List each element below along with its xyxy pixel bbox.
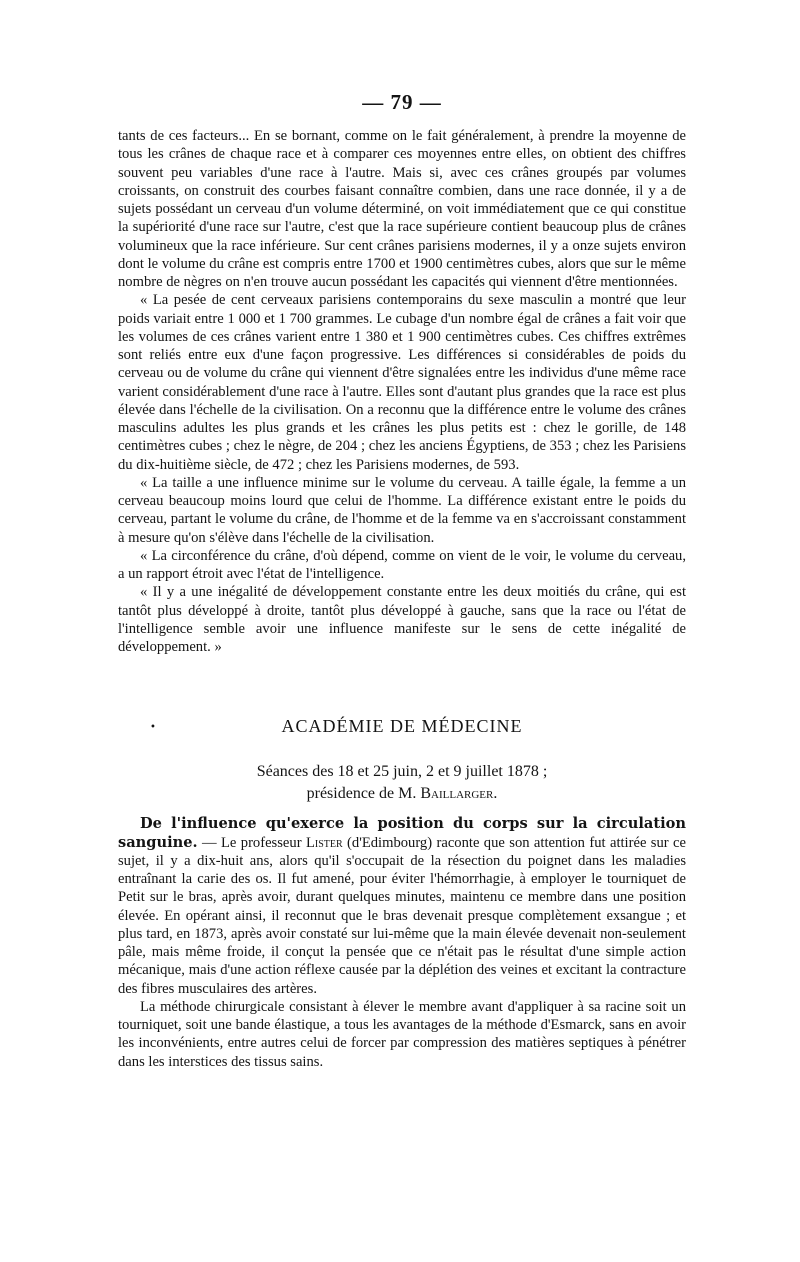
paragraph-1: tants de ces facteurs... En se bornant, comme on le fait généralement, à prendre la moyenne de tous les crânes de chaque race et à comparer ces moyennes entre elles, on obtient des chiffres souvent peu variables d'une race à l'autre. Mais si, avec ces crânes groupés par volumes croissants, on construit des courbes faisant connaître combien, dans une race donnée, il y a de sujets possédant un cerveau d'un volume déterminé, on voit immédiatement que ce qui constitue la supériorité d'une race sur l'autre, c'est que la race supérieure contient beaucoup plus de crânes volumineux que la race inférieure. Sur cent crânes parisiens modernes, il y a onze sujets environ dont le volume du crâne est compris entre 1700 et 1900 centimètres cubes, alors que sur le même nombre de nègres on n'en trouve aucun possédant les capacités qui viennent d'être mentionnées. <box>118 128 686 290</box>
paragraph-3: « La taille a une influence minime sur le volume du cerveau. A taille égale, la femme a un cerveau beaucoup moins lourd que celui de l'homme. La différence existant entre le poids du cerveau, partant le volume du crâne, de l'homme et de la femme va en s'accroissant constamment à mesure qu'on s'élève dans l'échelle de la civilisation. <box>118 474 686 546</box>
paragraph-5: « Il y a une inégalité de développement constante entre les deux moitiés du crâne, qui est tantôt plus développé à droite, tantôt plus développé à gauche, sans que la race ou l'état de l'intelligence semble avoir une influence manifeste sur le sens de cette inégalité de développement. » <box>118 584 686 655</box>
session-president-prefix: présidence de M. <box>306 785 421 803</box>
section-heading <box>118 716 686 737</box>
section-title: ACADÉMIE DE MÉDECINE <box>281 716 523 737</box>
session-president <box>118 783 686 805</box>
article <box>118 815 686 1071</box>
article-author: Lister <box>305 834 343 851</box>
paragraph-4: « La circonférence du crâne, d'où dépend, comme on vient de le voir, le volume du cerveau, a un rapport étroit avec l'état de l'intelligence. <box>118 547 686 582</box>
section-gap <box>118 656 686 716</box>
session-dates: Séances des 18 et 25 juin, 2 et 9 juillet 1878 ; <box>256 763 548 781</box>
article-paragraph-1 <box>118 815 686 998</box>
bullet-dot-icon: • <box>150 722 156 734</box>
document-page <box>118 90 686 1071</box>
article-title: De l'influence qu'exerce la position du corps sur la circulation sanguine. <box>118 815 686 851</box>
article-paragraph-2: La méthode chirurgicale consistant à élever le membre avant d'appliquer à sa racine soit un tourniquet, soit une bande élastique, a tous les avantages de la méthode d'Esmarck, sans en avoir les inconvénients, entre autres celui de forcer par compression des matières septiques à pénétrer dans les interstices des tissus sains. <box>118 998 686 1070</box>
page-number: — 79 — <box>362 90 442 114</box>
article-lead-in: — Le professeur <box>197 834 306 851</box>
paragraph-2: « La pesée de cent cerveaux parisiens contemporains du sexe masculin a montré que leur poids variait entre 1 000 et 1 700 grammes. Le cubage d'un nombre égal de crânes a fait voir que les volumes de ces crânes varient entre 1 380 et 1 900 centimètres cubes. Ces chiffres extrêmes sont reliés entre eux d'une façon progressive. Les différences si considérables de poids du cerveau ou de volume du crâne qui viennent d'être signalées entre les individus d'une même race varient considérablement d'une race à l'autre. Elles sont d'autant plus grandes que la race est plus élevée dans l'échelle de la civilisation. On a reconnu que la différence entre le volume des crânes masculins adultes les plus grands et les crânes les plus petits est : chez le gorille, de 148 centimètres cubes ; chez le nègre, de 204 ; chez les anciens Égyptiens, de 353 ; chez les Parisiens du dix-huitième siècle, de 472 ; chez les Parisiens modernes, de 593. <box>118 292 686 473</box>
session-president-name: Baillarger. <box>420 785 498 803</box>
article-body-1: (d'Edimbourg) raconte que son attention fut attirée sur ce sujet, il y a dix-huit ans, alors qu'il s'occupait de la résection du poignet dans les maladies entraînant la carie des os. Il fut amené, pour éviter l'hémorrhagie, à employer le tourniquet de Petit sur le bras, après avoir, durant quelques minutes, maintenu ce membre dans une position élevée. En opérant ainsi, il reconnut que le bras devenait presque complètement exsangue ; et plus tard, en 1873, après avoir constaté sur lui-même que la main élevée devenait non-seulement pâle, mais même froide, il conçut la pensée que ce n'était pas le résultat d'une simple action mécanique, mais d'une action réflexe causée par la déplétion des veines et excitant la contracture des fibres musculaires des artères. <box>118 834 686 997</box>
